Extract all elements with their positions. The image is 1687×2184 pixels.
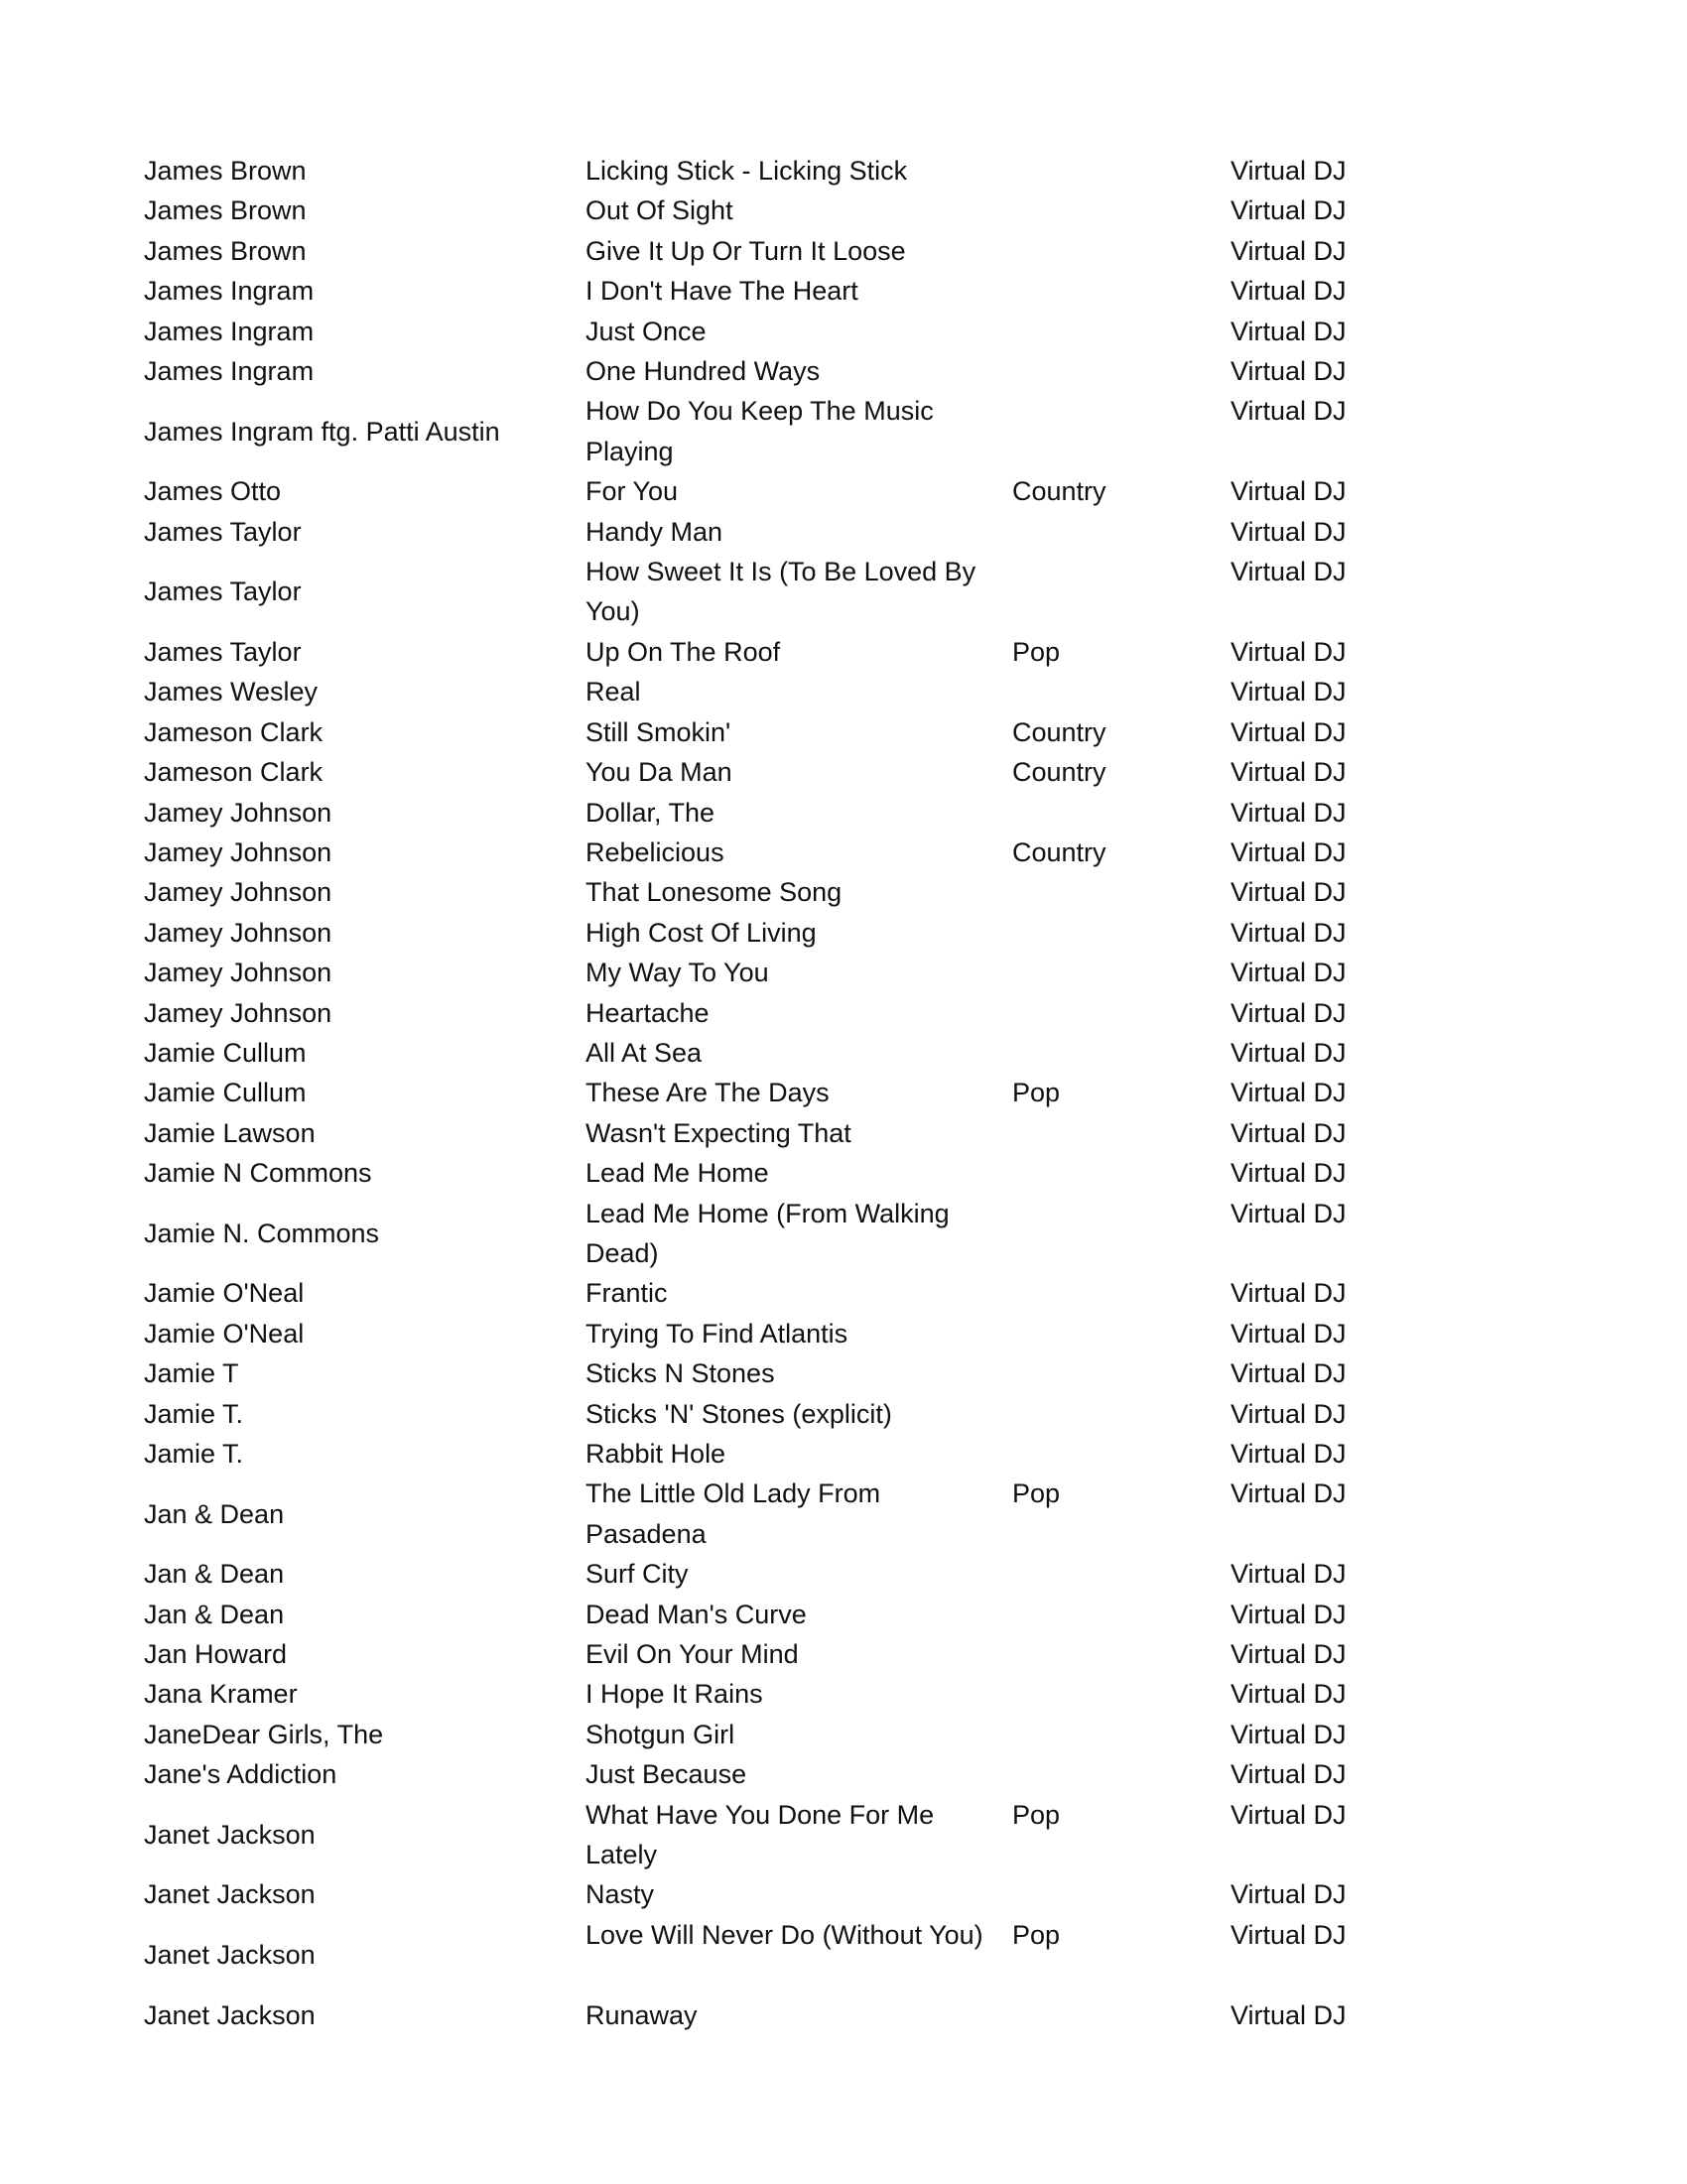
title-line: All At Sea [585, 1037, 703, 1068]
artist-cell: Jamey Johnson [144, 917, 332, 948]
source-cell: Virtual DJ [1231, 195, 1347, 226]
artist-cell: James Ingram ftg. Patti Austin [144, 416, 500, 447]
source-cell: Virtual DJ [1231, 1158, 1347, 1189]
table-row [144, 1915, 1404, 1995]
title-cell [585, 552, 1012, 632]
title-line: Dead Man's Curve [585, 1599, 807, 1629]
genre-cell [1012, 1434, 1231, 1474]
genre-cell [1012, 1033, 1231, 1073]
source-cell: Virtual DJ [1231, 1398, 1347, 1429]
title-line: Surf City [585, 1559, 689, 1590]
artist-cell: Janet Jackson [144, 1999, 316, 2030]
artist-cell: Jamie N Commons [144, 1158, 372, 1189]
artist-cell: Janet Jackson [144, 1879, 316, 1910]
table-row [144, 1634, 1404, 1674]
title-cell [585, 1754, 1012, 1794]
title-line: Handy Man [585, 516, 723, 547]
genre-cell [1012, 1194, 1231, 1274]
title-line: One Hundred Ways [585, 356, 821, 387]
artist-cell: Janet Jackson [144, 1940, 316, 1971]
source-cell: Virtual DJ [1231, 1559, 1347, 1590]
title-line: I Don't Have The Heart [585, 276, 858, 307]
title-cell [585, 351, 1012, 391]
artist-cell: Jameson Clark [144, 716, 324, 747]
artist-cell: James Brown [144, 156, 307, 186]
table-row [144, 312, 1404, 351]
title-cell [585, 833, 1012, 872]
genre-cell [1012, 953, 1231, 992]
title-line: You) [585, 596, 640, 627]
table-row [144, 1554, 1404, 1594]
artist-cell: James Ingram [144, 276, 315, 307]
title-cell [585, 1314, 1012, 1353]
table-row [144, 1795, 1404, 1875]
title-cell [585, 391, 1012, 471]
genre-cell [1012, 191, 1231, 230]
artist-cell: Jan & Dean [144, 1559, 285, 1590]
title-line: Playing [585, 436, 674, 466]
table-row [144, 1595, 1404, 1634]
source-cell: Virtual DJ [1231, 958, 1347, 988]
title-cell [585, 271, 1012, 311]
genre-cell: Country [1012, 757, 1106, 788]
title-line: Rabbit Hole [585, 1439, 726, 1469]
source-cell: Virtual DJ [1231, 1198, 1347, 1228]
table-row [144, 833, 1404, 872]
table-row [144, 793, 1404, 833]
source-cell: Virtual DJ [1231, 557, 1347, 587]
title-line: Licking Stick - Licking Stick [585, 156, 908, 186]
genre-cell [1012, 312, 1231, 351]
source-cell: Virtual DJ [1231, 677, 1347, 707]
title-line: Give It Up Or Turn It Loose [585, 235, 906, 266]
title-line: Nasty [585, 1879, 655, 1910]
artist-cell: Jamie T. [144, 1398, 244, 1429]
source-cell: Virtual DJ [1231, 636, 1347, 667]
source-cell: Virtual DJ [1231, 476, 1347, 507]
table-row [144, 512, 1404, 552]
artist-cell: Jamie T [144, 1358, 239, 1389]
source-cell: Virtual DJ [1231, 1117, 1347, 1148]
source-cell: Virtual DJ [1231, 1639, 1347, 1670]
artist-cell: James Ingram [144, 316, 315, 346]
table-row [144, 1754, 1404, 1794]
artist-cell: Jamey Johnson [144, 836, 332, 867]
title-cell [585, 872, 1012, 912]
source-cell: Virtual DJ [1231, 1999, 1347, 2030]
table-row [144, 552, 1404, 632]
title-cell [585, 1073, 1012, 1112]
genre-cell [1012, 1554, 1231, 1594]
title-line: Dollar, The [585, 797, 715, 828]
genre-cell [1012, 1113, 1231, 1153]
title-line: I Hope It Rains [585, 1679, 763, 1710]
artist-cell: James Otto [144, 476, 282, 507]
genre-cell [1012, 151, 1231, 191]
genre-cell [1012, 1754, 1231, 1794]
title-line: What Have You Done For Me [585, 1799, 935, 1830]
artist-cell: Jamie O'Neal [144, 1278, 305, 1309]
title-cell [585, 793, 1012, 833]
title-line: Runaway [585, 1999, 698, 2030]
title-line: Up On The Roof [585, 636, 781, 667]
artist-cell: James Brown [144, 195, 307, 226]
title-cell [585, 752, 1012, 792]
title-cell [585, 1674, 1012, 1714]
title-cell [585, 1874, 1012, 1914]
genre-cell [1012, 512, 1231, 552]
source-cell: Virtual DJ [1231, 877, 1347, 908]
genre-cell [1012, 1394, 1231, 1434]
genre-cell: Country [1012, 716, 1106, 747]
table-row [144, 913, 1404, 953]
source-cell: Virtual DJ [1231, 235, 1347, 266]
title-cell [585, 712, 1012, 752]
genre-cell: Pop [1012, 1919, 1061, 1950]
source-cell: Virtual DJ [1231, 276, 1347, 307]
source-cell: Virtual DJ [1231, 1318, 1347, 1349]
genre-cell [1012, 271, 1231, 311]
artist-cell: Jamie O'Neal [144, 1318, 305, 1349]
artist-cell: Jamie N. Commons [144, 1218, 380, 1248]
title-line: Love Will Never Do (Without You) [585, 1919, 983, 1950]
genre-cell [1012, 1874, 1231, 1914]
table-row [144, 151, 1404, 191]
genre-cell: Country [1012, 476, 1106, 507]
table-row [144, 231, 1404, 271]
source-cell: Virtual DJ [1231, 757, 1347, 788]
source-cell: Virtual DJ [1231, 356, 1347, 387]
table-row [144, 1113, 1404, 1153]
genre-cell: Pop [1012, 636, 1061, 667]
source-cell: Virtual DJ [1231, 1599, 1347, 1629]
title-cell [585, 1273, 1012, 1313]
source-cell: Virtual DJ [1231, 516, 1347, 547]
song-list-table [144, 151, 1404, 2035]
title-line: Shotgun Girl [585, 1719, 735, 1749]
song-list-body [144, 151, 1404, 2035]
source-cell: Virtual DJ [1231, 1078, 1347, 1108]
table-row [144, 953, 1404, 992]
title-cell [585, 1153, 1012, 1193]
genre-cell [1012, 1314, 1231, 1353]
title-cell [585, 191, 1012, 230]
title-line: Wasn't Expecting That [585, 1117, 851, 1148]
table-row [144, 1394, 1404, 1434]
title-cell [585, 1194, 1012, 1274]
title-line: Lead Me Home (From Walking [585, 1198, 950, 1228]
title-cell [585, 632, 1012, 672]
title-line: Just Because [585, 1759, 747, 1790]
title-cell [585, 1595, 1012, 1634]
title-line: Out Of Sight [585, 195, 733, 226]
table-row [144, 471, 1404, 511]
title-line: High Cost Of Living [585, 917, 817, 948]
table-row [144, 1273, 1404, 1313]
genre-cell [1012, 993, 1231, 1033]
table-row [144, 1314, 1404, 1353]
genre-cell: Pop [1012, 1799, 1061, 1830]
artist-cell: James Taylor [144, 577, 302, 607]
title-line: Pasadena [585, 1518, 707, 1549]
artist-cell: Janet Jackson [144, 1819, 316, 1850]
source-cell: Virtual DJ [1231, 716, 1347, 747]
title-line: Evil On Your Mind [585, 1639, 799, 1670]
table-row [144, 191, 1404, 230]
title-cell [585, 1394, 1012, 1434]
genre-cell [1012, 1273, 1231, 1313]
source-cell: Virtual DJ [1231, 1439, 1347, 1469]
title-cell [585, 1554, 1012, 1594]
source-cell: Virtual DJ [1231, 1478, 1347, 1509]
title-line: Trying To Find Atlantis [585, 1318, 848, 1349]
source-cell: Virtual DJ [1231, 396, 1347, 427]
title-line: Sticks 'N' Stones (explicit) [585, 1398, 892, 1429]
genre-cell [1012, 872, 1231, 912]
title-line: Frantic [585, 1278, 668, 1309]
artist-cell: Jameson Clark [144, 757, 324, 788]
table-row [144, 632, 1404, 672]
title-line: Heartache [585, 997, 710, 1028]
title-cell [585, 512, 1012, 552]
artist-cell: James Wesley [144, 677, 319, 707]
genre-cell [1012, 391, 1231, 471]
table-row [144, 712, 1404, 752]
title-line: Dead) [585, 1237, 659, 1268]
artist-cell: Jane's Addiction [144, 1759, 337, 1790]
table-row [144, 1474, 1404, 1554]
source-cell: Virtual DJ [1231, 1799, 1347, 1830]
title-line: How Sweet It Is (To Be Loved By [585, 557, 976, 587]
genre-cell [1012, 1995, 1231, 2035]
table-row [144, 351, 1404, 391]
genre-cell [1012, 1153, 1231, 1193]
title-cell [585, 993, 1012, 1033]
title-cell [585, 312, 1012, 351]
title-cell [585, 1715, 1012, 1754]
table-row [144, 1153, 1404, 1193]
source-cell: Virtual DJ [1231, 1919, 1347, 1950]
artist-cell: Jan & Dean [144, 1498, 285, 1529]
title-cell [585, 1795, 1012, 1875]
source-cell: Virtual DJ [1231, 1759, 1347, 1790]
title-cell [585, 151, 1012, 191]
genre-cell: Pop [1012, 1478, 1061, 1509]
genre-cell [1012, 1595, 1231, 1634]
table-row [144, 672, 1404, 711]
genre-cell: Country [1012, 836, 1106, 867]
genre-cell [1012, 672, 1231, 711]
table-row [144, 1434, 1404, 1474]
genre-cell [1012, 231, 1231, 271]
artist-cell: Jamey Johnson [144, 877, 332, 908]
artist-cell: Jan & Dean [144, 1599, 285, 1629]
title-cell [585, 471, 1012, 511]
table-row [144, 1194, 1404, 1274]
source-cell: Virtual DJ [1231, 156, 1347, 186]
genre-cell [1012, 1715, 1231, 1754]
title-line: That Lonesome Song [585, 877, 843, 908]
artist-cell: James Brown [144, 235, 307, 266]
source-cell: Virtual DJ [1231, 1719, 1347, 1749]
table-row [144, 1874, 1404, 1914]
artist-cell: JaneDear Girls, The [144, 1719, 384, 1749]
table-row [144, 1073, 1404, 1112]
title-cell [585, 1434, 1012, 1474]
title-line: Lately [585, 1840, 658, 1870]
table-row [144, 752, 1404, 792]
source-cell: Virtual DJ [1231, 836, 1347, 867]
title-line: These Are The Days [585, 1078, 830, 1108]
table-row [144, 1715, 1404, 1754]
artist-cell: Jamey Johnson [144, 958, 332, 988]
source-cell: Virtual DJ [1231, 797, 1347, 828]
artist-cell: Jamey Johnson [144, 997, 332, 1028]
title-cell [585, 1474, 1012, 1554]
title-cell [585, 1634, 1012, 1674]
genre-cell [1012, 552, 1231, 632]
title-line: For You [585, 476, 679, 507]
title-cell [585, 1353, 1012, 1393]
table-row [144, 1033, 1404, 1073]
artist-cell: James Taylor [144, 516, 302, 547]
title-cell [585, 672, 1012, 711]
genre-cell [1012, 351, 1231, 391]
genre-cell [1012, 1674, 1231, 1714]
title-line: How Do You Keep The Music [585, 396, 934, 427]
artist-cell: Jamie Cullum [144, 1037, 307, 1068]
table-row [144, 1995, 1404, 2035]
source-cell: Virtual DJ [1231, 316, 1347, 346]
title-line: Real [585, 677, 641, 707]
source-cell: Virtual DJ [1231, 917, 1347, 948]
title-line: You Da Man [585, 757, 732, 788]
genre-cell: Pop [1012, 1078, 1061, 1108]
title-cell [585, 913, 1012, 953]
title-line: Sticks N Stones [585, 1358, 775, 1389]
artist-cell: Jan Howard [144, 1639, 288, 1670]
source-cell: Virtual DJ [1231, 1278, 1347, 1309]
title-line [585, 1955, 1012, 1994]
title-cell [585, 1033, 1012, 1073]
artist-cell: Jamie Lawson [144, 1117, 316, 1148]
source-cell: Virtual DJ [1231, 1358, 1347, 1389]
table-row [144, 1353, 1404, 1393]
title-line: My Way To You [585, 958, 769, 988]
source-cell: Virtual DJ [1231, 1679, 1347, 1710]
genre-cell [1012, 913, 1231, 953]
table-row [144, 993, 1404, 1033]
title-line: Rebelicious [585, 836, 724, 867]
title-line: The Little Old Lady From [585, 1478, 881, 1509]
genre-cell [1012, 793, 1231, 833]
title-cell [585, 1113, 1012, 1153]
title-cell [585, 1915, 1012, 1995]
title-line: Lead Me Home [585, 1158, 769, 1189]
title-line: Still Smokin' [585, 716, 731, 747]
table-row [144, 872, 1404, 912]
title-cell [585, 1995, 1012, 2035]
artist-cell: Jamey Johnson [144, 797, 332, 828]
source-cell: Virtual DJ [1231, 1037, 1347, 1068]
table-row [144, 271, 1404, 311]
table-row [144, 1674, 1404, 1714]
genre-cell [1012, 1634, 1231, 1674]
artist-cell: Jamie Cullum [144, 1078, 307, 1108]
source-cell: Virtual DJ [1231, 1879, 1347, 1910]
artist-cell: James Ingram [144, 356, 315, 387]
title-cell [585, 231, 1012, 271]
source-cell: Virtual DJ [1231, 997, 1347, 1028]
genre-cell [1012, 1353, 1231, 1393]
artist-cell: Jana Kramer [144, 1679, 298, 1710]
artist-cell: Jamie T. [144, 1439, 244, 1469]
title-cell [585, 953, 1012, 992]
title-line: Just Once [585, 316, 707, 346]
artist-cell: James Taylor [144, 636, 302, 667]
table-row [144, 391, 1404, 471]
